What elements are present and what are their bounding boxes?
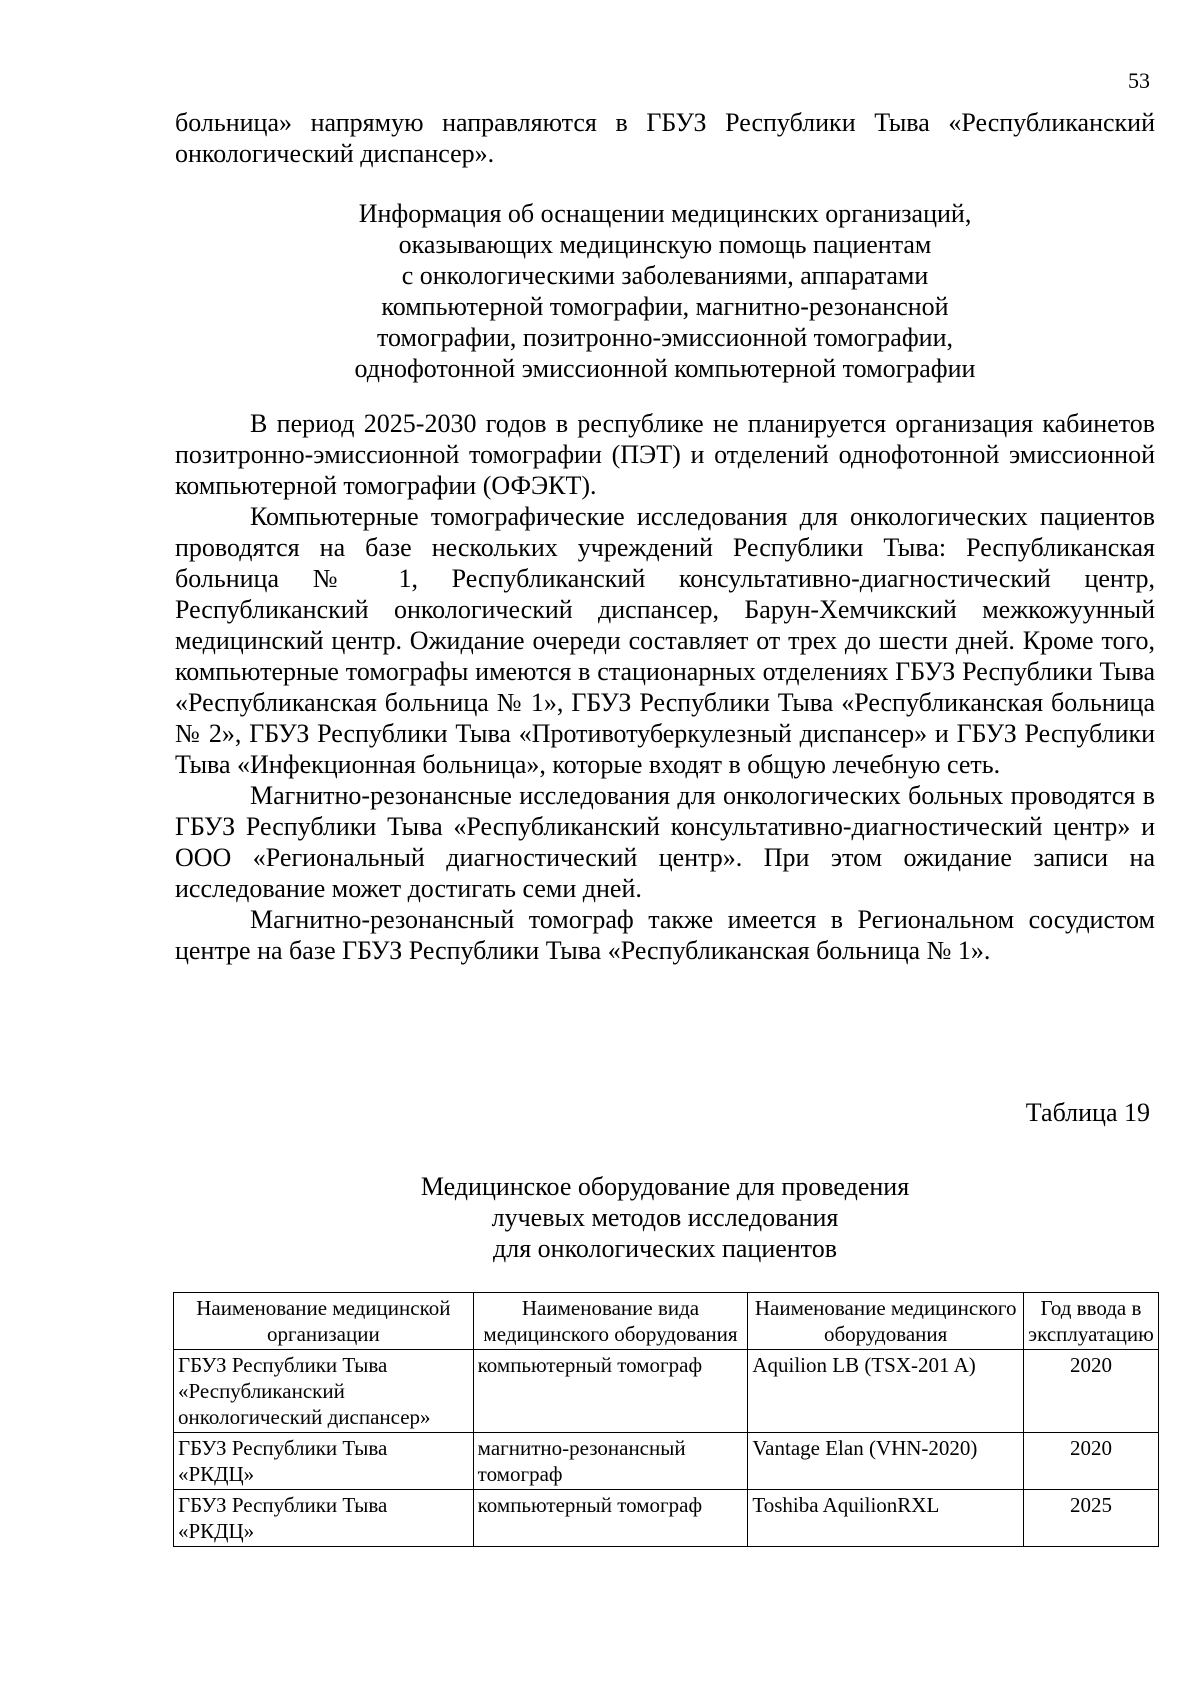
header-organization: Наименование медицинской организации [174,1293,474,1350]
paragraph-mri: Магнитно-резонансные исследования для онкологических больных проводятся в ГБУЗ Республики Тыва «Республиканский консультативно-диагностический центр» и ООО «Региональный диагностический центр». При этом ожидание записи на исследование может достигать семи дней. [175,781,1155,903]
table-header-row [174,1293,1159,1350]
cell-equipment-name: Vantage Elan (VHN-2020) [748,1433,1024,1490]
cell-equipment-name: Toshiba AquilionRXL [748,1490,1024,1547]
header-equipment-name: Наименование медицинского оборудования [748,1293,1024,1350]
cell-organization: ГБУЗ Республики Тыва «РКДЦ» [174,1490,474,1547]
continuation-paragraph: больница» напрямую направляются в ГБУЗ Республики Тыва «Республиканский онкологический диспансер». [175,108,1155,168]
body-text [175,408,1155,966]
cell-equipment-type: магнитно-резонансный томограф [473,1433,748,1490]
header-equipment-type: Наименование вида медицинского оборудования [473,1293,748,1350]
paragraph-pet-spect: В период 2025-2030 годов в республике не планируется организация кабинетов позитронно-эмиссионной томографии (ПЭТ) и отделений однофотонной эмиссионной компьютерной томографии (ОФЭКТ). [175,409,1155,500]
cell-year: 2025 [1023,1490,1158,1547]
cell-organization: ГБУЗ Республики Тыва «РКДЦ» [174,1433,474,1490]
cell-equipment-type: компьютерный томограф [473,1350,748,1433]
table-row [174,1490,1159,1547]
cell-year: 2020 [1023,1433,1158,1490]
table-label: Таблица 19 [1025,1098,1150,1127]
table-title: Медицинское оборудование для проведения лучевых методов исследования для онкологических пациентов [420,1172,910,1263]
cell-equipment-type: компьютерный томограф [473,1490,748,1547]
cell-organization: ГБУЗ Республики Тыва «Республиканский онкологический диспансер» [174,1350,474,1433]
table-row [174,1350,1159,1433]
table-row [174,1433,1159,1490]
paragraph-mri-vascular: Магнитно-резонансный томограф также имеется в Региональном сосудистом центре на базе ГБУЗ Республики Тыва «Республиканская больница № 1». [175,905,1155,965]
continuation-text [175,107,1155,169]
section-heading: Информация об оснащении медицинских организаций, оказывающих медицинскую помощь пациентам с онкологическими заболеваниями, аппаратами компьютерной томографии, магнитно-резонансной томографии, позитронно-эмиссионной томографии, однофотонной эмиссионной компьютерной томографии [354,199,976,383]
cell-year: 2020 [1023,1350,1158,1433]
cell-equipment-name: Aquilion LB (TSX-201 A) [748,1350,1024,1433]
paragraph-ct: Компьютерные томографические исследования для онкологических пациентов проводятся на базе нескольких учреждений Республики Тыва: Республиканская больница № 1, Республиканский консультативно-диагностический центр, Республиканский онкологический диспансер, Барун-Хемчикский межкожуунный медицинский центр. Ожидание очереди составляет от трех до шести дней. Кроме того, компьютерные томографы имеются в стационарных отделениях ГБУЗ Республики Тыва «Республиканская больница № 1», ГБУЗ Республики Тыва «Республиканская больница № 2», ГБУЗ Республики Тыва «Противотуберкулезный диспансер» и ГБУЗ Республики Тыва «Инфекционная больница», которые входят в общую лечебную сеть. [175,502,1155,779]
page-number: 53 [1128,68,1150,93]
header-year: Год ввода в эксплуатацию [1023,1293,1158,1350]
equipment-table [173,1292,1159,1547]
